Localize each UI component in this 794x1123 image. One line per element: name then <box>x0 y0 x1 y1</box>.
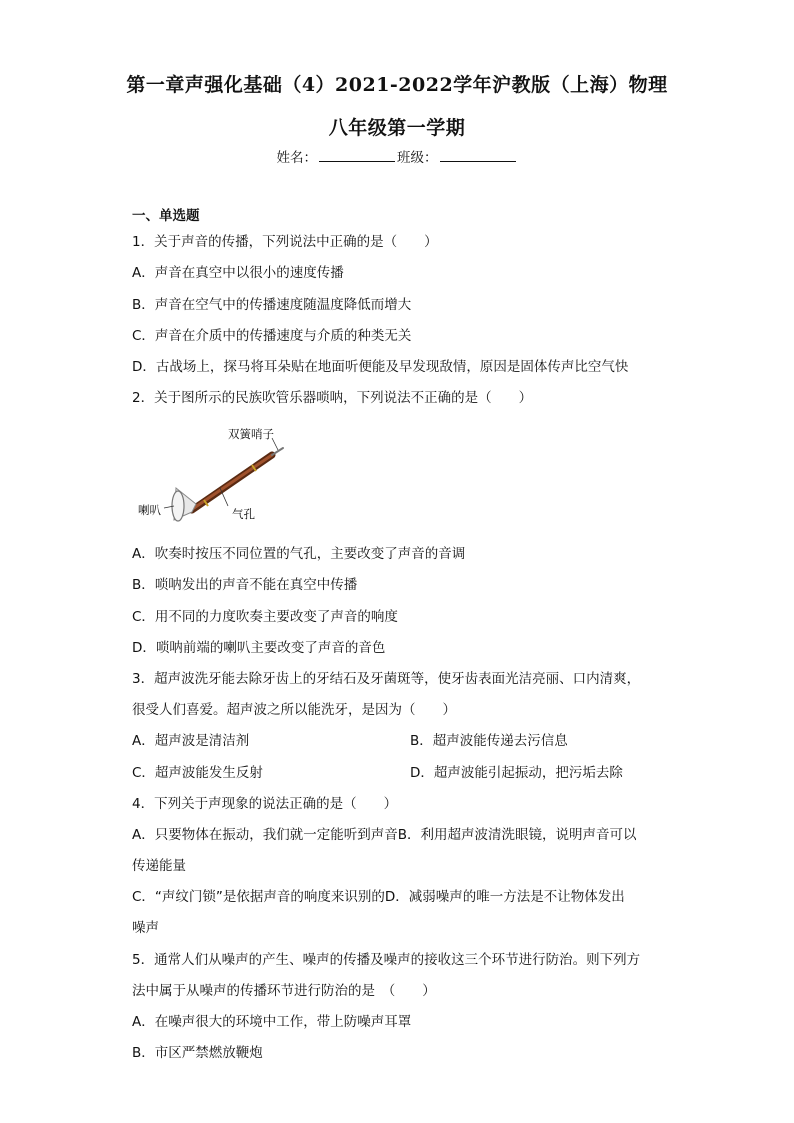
name-blank[interactable] <box>319 149 395 162</box>
student-info-line <box>0 146 794 166</box>
q1-option-c: C．声音在介质中的传播速度与介质的种类无关 <box>132 328 412 344</box>
page-title-line1: 第一章声强化基础（4）2021-2022学年沪教版（上海）物理 <box>126 74 668 96</box>
q1-option-a: A．声音在真空中以很小的速度传播 <box>132 265 344 281</box>
q4-options-line1: A．只要物体在振动，我们就一定能听到声音B．利用超声波清洗眼镜，说明声音可以 <box>132 827 637 843</box>
q5-option-a: A．在噪声很大的环境中工作，带上防噪声耳罩 <box>132 1014 412 1030</box>
q3-stem-line1: 3．超声波洗牙能去除牙齿上的牙结石及牙菌斑等，使牙齿表面光洁亮丽、口内清爽， <box>132 671 641 687</box>
q5-option-b: B．市区严禁燃放鞭炮 <box>132 1045 263 1061</box>
q1-stem: 1．关于声音的传播，下列说法中正确的是（ ） <box>132 234 438 250</box>
q3-option-a: A．超声波是清洁剂 <box>132 733 250 749</box>
label-reed: 双簧哨子 <box>228 427 274 441</box>
q5-stem-line2: 法中属于从噪声的传播环节进行防治的是 （ ） <box>132 983 436 999</box>
q1-option-d: D．古战场上，探马将耳朵贴在地面听便能及早发现敌情，原因是固体传声比空气快 <box>132 359 629 375</box>
q3-stem-line2: 很受人们喜爱。超声波之所以能洗牙，是因为（ ） <box>132 702 456 718</box>
q2-option-c: C．用不同的力度吹奏主要改变了声音的响度 <box>132 609 398 625</box>
q4-options-line4: 噪声 <box>132 920 159 936</box>
q2-stem: 2．关于图所示的民族吹管乐器唢呐，下列说法不正确的是（ ） <box>132 390 533 406</box>
q2-option-d: D．唢呐前端的喇叭主要改变了声音的音色 <box>132 640 386 656</box>
q4-options-line3: C．“声纹门锁”是依据声音的响度来识别的D．减弱噪声的唯一方法是不让物体发出 <box>132 889 625 905</box>
q2-option-a: A．吹奏时按压不同位置的气孔，主要改变了声音的音调 <box>132 546 466 562</box>
q5-stem-line1: 5．通常人们从噪声的产生、噪声的传播及噪声的接收这三个环节进行防治。则下列方 <box>132 952 641 968</box>
suona-body-highlight <box>194 455 272 508</box>
q3-option-c: C．超声波能发生反射 <box>132 765 263 781</box>
q3-option-d: D．超声波能引起振动，把污垢去除 <box>410 765 623 781</box>
class-label: 班级： <box>397 150 438 166</box>
label-bell: 喇叭 <box>138 503 161 517</box>
label-hole: 气孔 <box>232 507 255 521</box>
name-label: 姓名： <box>276 150 317 166</box>
section-heading: 一、单选题 <box>132 208 200 224</box>
q4-options-line2: 传递能量 <box>132 858 186 874</box>
q3-option-b: B．超声波能传递去污信息 <box>410 733 568 749</box>
class-blank[interactable] <box>440 149 516 162</box>
q1-option-b: B．声音在空气中的传播速度随温度降低而增大 <box>132 297 412 313</box>
suona-figure <box>132 420 292 530</box>
q2-option-b: B．唢呐发出的声音不能在真空中传播 <box>132 577 358 593</box>
page-title-line2: 八年级第一学期 <box>328 117 466 139</box>
q4-stem: 4．下列关于声现象的说法正确的是（ ） <box>132 796 398 812</box>
